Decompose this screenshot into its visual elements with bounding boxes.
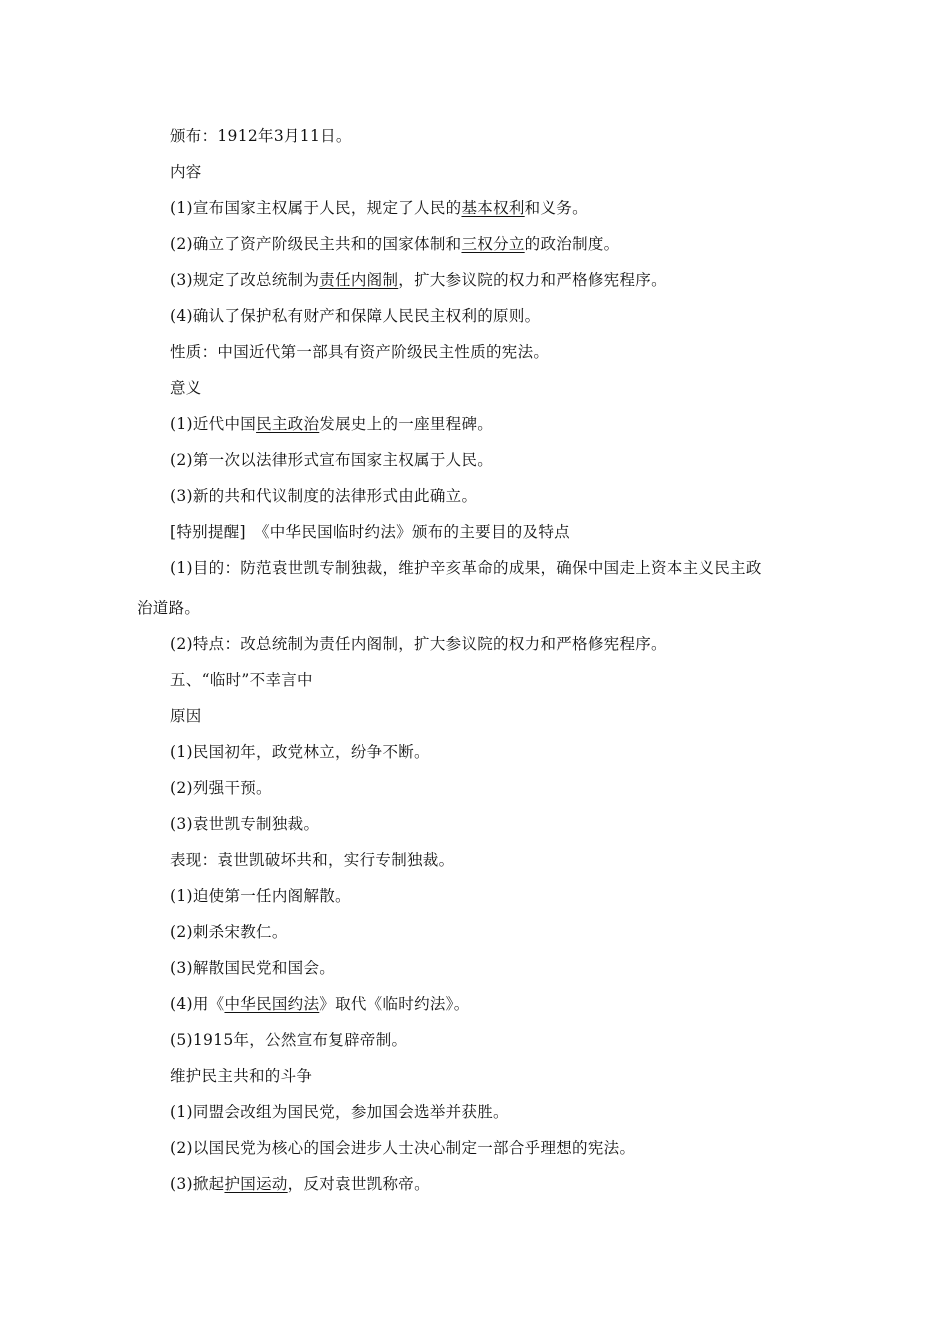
manifestation-item-4: [170, 994, 470, 1014]
significance-item-3: [170, 486, 477, 506]
text-span: (3)新的共和代议制度的法律形式由此确立。: [170, 487, 478, 505]
text-span: 性质：中国近代第一部具有资产阶级民主性质的宪法。: [170, 343, 550, 361]
text-span: (3)解散国民党和国会。: [170, 959, 336, 977]
heading-struggle: [170, 1066, 312, 1086]
text-span: (1)目的：防范袁世凯专制独裁，维护辛亥革命的成果，确保中国走上资本主义民主政: [170, 559, 762, 577]
text-span: (1)迫使第一任内阁解散。: [170, 887, 351, 905]
manifestation-item-2: [170, 922, 288, 942]
text-span: (3)袁世凯专制独裁。: [170, 815, 320, 833]
text-span: (2)确立了资产阶级民主共和的国家体制和: [170, 235, 462, 253]
text-span: ，扩大参议院的权力和严格修宪程序。: [398, 271, 667, 289]
underlined-keyword: 护国运动: [224, 1175, 288, 1193]
struggle-item-3: [170, 1174, 430, 1194]
special-reminder: [170, 522, 570, 542]
reminder-item-2: [170, 634, 667, 654]
content-item-4: [170, 306, 540, 326]
text-span: (1)民国初年，政党林立，纷争不断。: [170, 743, 430, 761]
struggle-item-2: [170, 1138, 635, 1158]
text-span: (1)同盟会改组为国民党，参加国会选举并获胜。: [170, 1103, 509, 1121]
heading-content: [170, 162, 202, 182]
underlined-keyword: 三权分立: [461, 235, 525, 253]
text-span: (2)第一次以法律形式宣布国家主权属于人民。: [170, 451, 494, 469]
section-five-heading: [170, 670, 313, 690]
text-span: 发展史上的一座里程碑。: [319, 415, 494, 433]
text-span: (2)特点：改总统制为责任内阁制，扩大参议院的权力和严格修宪程序。: [170, 635, 667, 653]
reminder-item-1: [170, 558, 762, 578]
text-span: (5)1915年，公然宣布复辟帝制。: [170, 1031, 408, 1049]
text-span: (2)列强干预。: [170, 779, 272, 797]
line-manifestation: [170, 850, 454, 870]
significance-item-2: [170, 450, 493, 470]
reminder-item-1-continued: [137, 598, 200, 618]
cause-item-1: [170, 742, 430, 762]
underlined-keyword: 基本权利: [461, 199, 525, 217]
text-span: (2)刺杀宋教仁。: [170, 923, 288, 941]
manifestation-item-1: [170, 886, 351, 906]
manifestation-item-3: [170, 958, 335, 978]
text-span: (2)以国民党为核心的国会进步人士决心制定一部合乎理想的宪法。: [170, 1139, 636, 1157]
text-span: 治道路。: [137, 599, 201, 617]
underlined-keyword: 中华民国约法: [224, 995, 320, 1013]
significance-item-1: [170, 414, 493, 434]
text-span: 内容: [170, 163, 202, 181]
text-span: ，反对袁世凯称帝。: [287, 1175, 430, 1193]
line-nature: [170, 342, 549, 362]
content-item-2: [170, 234, 619, 254]
cause-item-3: [170, 814, 319, 834]
text-span: 意义: [170, 379, 202, 397]
text-span: [特别提醒] 《中华民国临时约法》颁布的主要目的及特点: [170, 523, 570, 541]
text-span: (1)宣布国家主权属于人民，规定了人民的: [170, 199, 462, 217]
text-span: 》取代《临时约法》。: [319, 995, 470, 1013]
text-span: 原因: [170, 707, 202, 725]
text-span: 表现：袁世凯破坏共和，实行专制独裁。: [170, 851, 455, 869]
underlined-keyword: 责任内阁制: [319, 271, 399, 289]
text-span: 的政治制度。: [524, 235, 620, 253]
manifestation-item-5: [170, 1030, 407, 1050]
content-item-1: [170, 198, 588, 218]
heading-causes: [170, 706, 202, 726]
text-span: 和义务。: [524, 199, 588, 217]
text-span: (3)规定了改总统制为: [170, 271, 320, 289]
text-span: 维护民主共和的斗争: [170, 1067, 313, 1085]
underlined-keyword: 民主政治: [256, 415, 320, 433]
line-promulgation: [170, 126, 352, 146]
text-span: 颁布：1912年3月11日。: [170, 127, 352, 145]
text-span: (3)掀起: [170, 1175, 225, 1193]
text-span: (4)确认了保护私有财产和保障人民民主权利的原则。: [170, 307, 541, 325]
struggle-item-1: [170, 1102, 509, 1122]
text-span: (4)用《: [170, 995, 225, 1013]
text-span: (1)近代中国: [170, 415, 257, 433]
text-span: 五、“临时”不幸言中: [170, 671, 313, 689]
heading-significance: [170, 378, 202, 398]
content-item-3: [170, 270, 667, 290]
cause-item-2: [170, 778, 272, 798]
